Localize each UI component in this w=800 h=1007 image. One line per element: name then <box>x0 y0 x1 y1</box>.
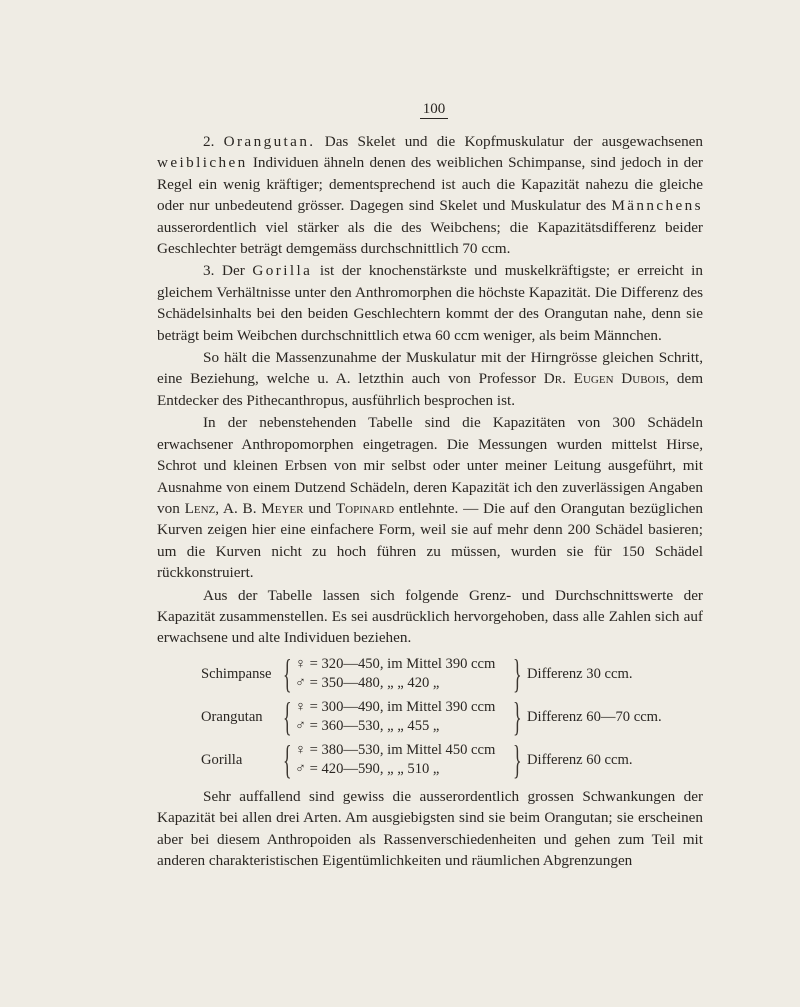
species-name: Gorilla <box>201 751 243 768</box>
species-name: Schimpanse <box>201 665 272 682</box>
right-brace: } <box>513 694 522 740</box>
author-name: Lenz <box>184 499 216 517</box>
capacity-table <box>157 653 703 782</box>
left-brace: { <box>283 694 292 740</box>
left-brace: { <box>283 651 292 697</box>
capacity-difference: Differenz 60 ccm. <box>527 751 633 768</box>
emphasis-male: Männchens <box>611 197 703 215</box>
paragraph-orangutan: 2. Orangutan. Das Skelet und die Kopfmuskulatur der ausgewachsenen weiblichen Individuen ähneln denen des weiblichen Schimpanse, sind jedoch in der Regel ein wenig kräftiger; dementsprechend ist auch die Kapazität nahezu die gleiche oder nur unbedeutend grösser. Dagegen sind Skelet und Muskulatur des Männchens ausserordentlich viel stärker als die des Weibchens; die Kapazitätsdifferenz beider Geschlechter beträgt demgemäss durchschnittlich 70 ccm. <box>157 133 704 258</box>
female-capacity: ♀ = 320—450, im Mittel 390 ccm <box>295 656 496 673</box>
species-name: Orangutan <box>201 708 263 725</box>
table-row <box>157 739 703 782</box>
paragraph-schwankungen: Sehr auffallend sind gewiss die ausserordentlich grossen Schwankungen der Kapazität bei allen drei Arten. Am ausgiebigsten sind sie beim Orangutan; sie erscheinen aber bei diesem Anthropoiden als Rassenverschiedenheiten und gehen zum Teil mit anderen charakteristischen Eigentümlichkeiten und räumlichen Abgrenzungen <box>157 787 703 869</box>
male-capacity: ♂ = 360—530, „ „ 455 „ <box>295 718 440 735</box>
table-row <box>157 696 703 739</box>
left-brace: { <box>283 737 292 783</box>
paragraph-massenzunahme: So hält die Massenzunahme der Muskulatur mit der Hirngrösse gleichen Schritt, eine Beziehung, welche u. A. letzthin auch von Professor Dr. Eugen Dubois, dem Entdecker des Pithecanthropus, ausführlich besprochen ist. <box>157 349 704 409</box>
right-brace: } <box>513 651 522 697</box>
species-heading: Gorilla <box>252 262 313 280</box>
species-heading: Orangutan. <box>223 133 316 150</box>
author-name: Dr. Eugen Dubois <box>543 370 666 388</box>
female-capacity: ♀ = 380—530, im Mittel 450 ccm <box>295 742 496 759</box>
capacity-difference: Differenz 30 ccm. <box>527 665 633 682</box>
page-number: 100 <box>420 101 448 119</box>
capacity-difference: Differenz 60—70 ccm. <box>527 708 662 725</box>
right-brace: } <box>513 737 522 783</box>
female-capacity: ♀ = 300—490, im Mittel 390 ccm <box>295 699 496 716</box>
male-capacity: ♂ = 350—480, „ „ 420 „ <box>295 675 440 692</box>
male-capacity: ♂ = 420—590, „ „ 510 „ <box>295 761 440 778</box>
paragraph-tabelle: In der nebenstehenden Tabelle sind die Kapazitäten von 300 Schädeln erwachsener Anthropomorphen eingetragen. Die Messungen wurden mittelst Hirse, Schrot und kleinen Erbsen von mir selbst oder unter meiner Leitung ausgeführt, mit Ausnahme von einem Dutzend Schädeln, deren Kapazität ich den zuverlässigen Angaben von Lenz, A. B. Meyer und Topinard entlehnte. — Die auf den Orangutan bezüglichen Kurven zeigen hier eine einfachere Form, weil sie auf mehr denn 200 Schädel basieren; um die Kurven nicht zu hoch führen zu müssen, wurden sie für 150 Schädel rückkonstruiert. <box>157 414 704 582</box>
author-name: Topinard <box>335 499 395 517</box>
paragraph-gorilla: 3. Der Gorilla ist der knochenstärkste und muskelkräftigste; er erreicht in gleichem Verhältnisse unter den Anthromorphen die höchste Kapazität. Die Differenz des Schädelsinhalts bei den beiden Geschlechtern kommt der des Orangutan nahe, denn sie beträgt beim Weibchen durchschnittlich etwa 60 ccm weniger, als beim Männchen. <box>157 262 703 344</box>
paragraph-grenzwerte: Aus der Tabelle lassen sich folgende Grenz- und Durchschnittswerte der Kapazität zusammenstellen. Es sei ausdrücklich hervorgehoben, dass alle Zahlen sich auf erwachsene und alte Individuen beziehen. <box>157 586 703 647</box>
table-row <box>157 653 703 696</box>
page-body <box>157 131 703 871</box>
emphasis-female: weiblichen <box>157 154 248 172</box>
author-name: Meyer <box>261 499 304 517</box>
